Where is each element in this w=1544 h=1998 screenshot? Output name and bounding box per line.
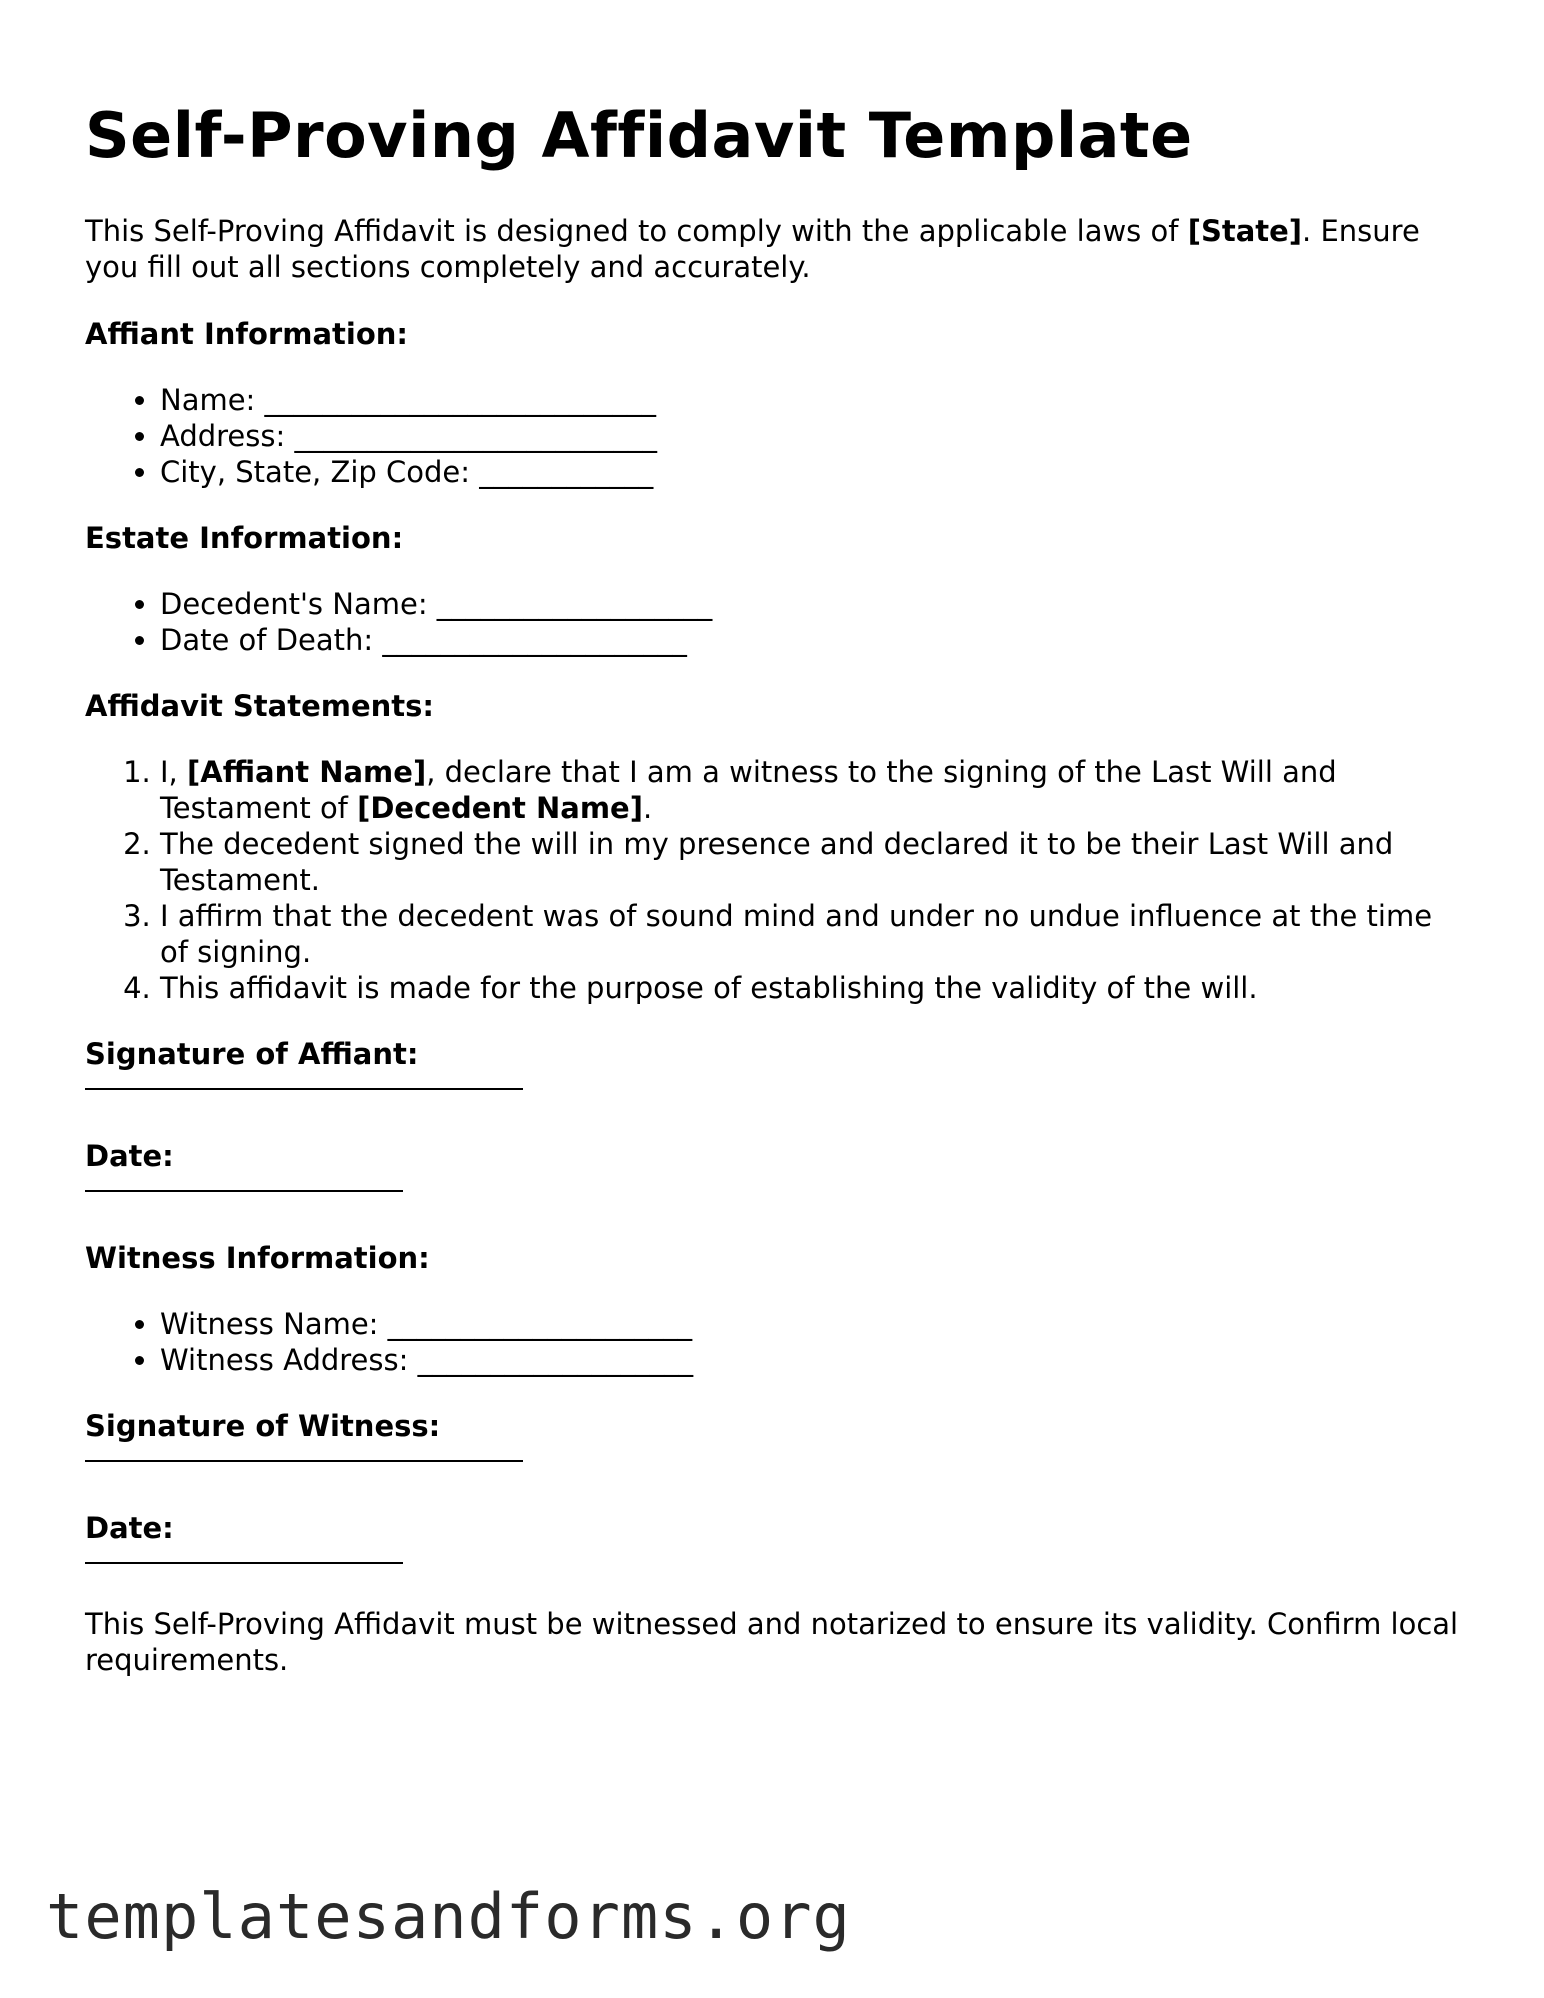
statement-1-suffix: .	[642, 791, 653, 826]
intro-text-start: This Self-Proving Affidavit is designed to comply with the applicable laws of	[85, 214, 1188, 249]
witness-signature-heading: Signature of Witness:	[85, 1409, 441, 1444]
affiant-date-line	[85, 1190, 403, 1192]
affiant-info-heading: Affiant Information:	[85, 317, 408, 352]
state-placeholder: [State]	[1187, 214, 1303, 249]
witness-date-line	[85, 1562, 403, 1564]
affiant-city-state-zip-field: • City, State, Zip Code: ____________	[160, 454, 1465, 490]
affiant-address-field: • Address: _________________________	[160, 418, 1465, 454]
intro-paragraph	[85, 213, 1465, 285]
witness-info-heading: Witness Information:	[85, 1241, 430, 1276]
affiant-info-list	[85, 382, 1465, 490]
statement-item: 3. I affirm that the decedent was of sound mind and under no undue influence at the time of signing.	[160, 898, 1465, 970]
date-of-death-field: • Date of Death: _____________________	[160, 622, 1465, 658]
statement-item: 2. The decedent signed the will in my presence and declared it to be their Last Will and Testament.	[160, 826, 1465, 898]
statement-1-prefix: I,	[160, 755, 187, 790]
affiant-signature-line	[85, 1088, 523, 1090]
document-title: Self-Proving Affidavit Template	[85, 99, 1193, 172]
witness-name-field: • Witness Name: _____________________	[160, 1306, 1465, 1342]
affiant-date-heading: Date:	[85, 1139, 174, 1174]
affiant-signature-heading: Signature of Affiant:	[85, 1037, 419, 1072]
witness-date-heading: Date:	[85, 1511, 174, 1546]
document-page	[85, 100, 1465, 1678]
witness-address-field: • Witness Address: ___________________	[160, 1342, 1465, 1378]
statement-1-middle: , declare that I am a witness to the signing of the Last Will and Testament of	[160, 755, 1337, 826]
estate-info-heading: Estate Information:	[85, 521, 404, 556]
witness-signature-line	[85, 1460, 523, 1462]
statements-list	[85, 754, 1465, 1006]
closing-paragraph: This Self-Proving Affidavit must be witnessed and notarized to ensure its validity. Confirm local requirements.	[85, 1607, 1459, 1678]
decedent-name-field: • Decedent's Name: ___________________	[160, 586, 1465, 622]
statements-heading: Affidavit Statements:	[85, 689, 435, 724]
affiant-name-placeholder: [Affiant Name]	[187, 755, 427, 790]
witness-info-list	[85, 1306, 1465, 1378]
intro-text-end: . Ensure you fill out all sections completely and accurately.	[85, 214, 1420, 285]
statement-item	[160, 754, 1465, 826]
estate-info-list	[85, 586, 1465, 658]
statement-item: 4. This affidavit is made for the purpose of establishing the validity of the will.	[160, 970, 1465, 1006]
affiant-name-field: • Name: ___________________________	[160, 382, 1465, 418]
decedent-name-placeholder: [Decedent Name]	[357, 791, 643, 826]
watermark-text: templatesandforms.org	[46, 1880, 851, 1953]
